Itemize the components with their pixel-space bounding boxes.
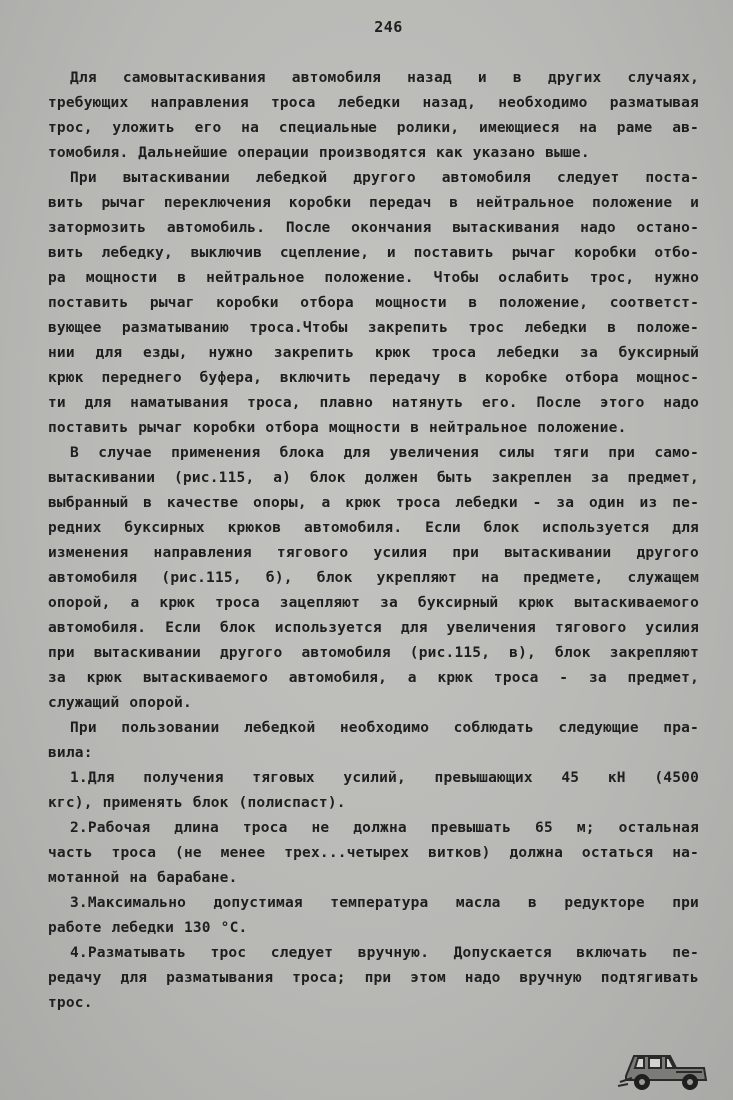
text-line: вующее разматыванию троса.Чтобы закрепить трос лебедки в положе- xyxy=(48,320,699,336)
text-line: трос, уложить его на специальные ролики, имеющиеся на раме ав- xyxy=(48,120,699,136)
page-number: 246 xyxy=(374,18,403,36)
text-line: 4.Разматывать трос следует вручную. Допускается включать пе- xyxy=(70,945,699,961)
text-line: редних буксирных крюков автомобиля. Если блок используется для xyxy=(48,520,699,536)
text-line: При пользовании лебедкой необходимо соблюдать следующие пра- xyxy=(70,720,699,736)
text-line: трос. xyxy=(48,995,93,1011)
text-line: В случае применения блока для увеличения силы тяги при само- xyxy=(70,445,699,461)
truck-icon xyxy=(616,1038,712,1094)
text-line: 1.Для получения тяговых усилий, превышающих 45 кН (4500 xyxy=(70,770,699,786)
text-line: При вытаскивании лебедкой другого автомобиля следует поста- xyxy=(70,170,699,186)
text-line: служащий опорой. xyxy=(48,695,192,711)
text-line: опорой, а крюк троса зацепляют за буксирный крюк вытаскиваемого xyxy=(48,595,699,611)
text-line: вила: xyxy=(48,745,93,761)
text-line: вытаскивании (рис.115, а) блок должен быть закреплен за предмет, xyxy=(48,470,699,486)
body-text xyxy=(48,66,699,1016)
paragraph xyxy=(48,891,699,941)
text-line: редачу для разматывания троса; при этом надо вручную подтягивать xyxy=(48,970,699,986)
text-line: автомобиля (рис.115, б), блок укрепляют на предмете, служащем xyxy=(48,570,699,586)
paragraph xyxy=(48,66,699,166)
paragraph xyxy=(48,766,699,816)
text-line: при вытаскивании другого автомобиля (рис.115, в), блок закрепляют xyxy=(48,645,699,661)
text-line: требующих направления троса лебедки назад, необходимо разматывая xyxy=(48,95,699,111)
text-line: вить рычаг переключения коробки передач в нейтральное положение и xyxy=(48,195,699,211)
paragraph xyxy=(48,941,699,1016)
text-line: поставить рычаг коробки отбора мощности в нейтральное положение. xyxy=(48,420,627,436)
text-line: за крюк вытаскиваемого автомобиля, а крюк троса - за предмет, xyxy=(48,670,699,686)
paragraph xyxy=(48,166,699,441)
text-line: поставить рычаг коробки отбора мощности в положение, соответст- xyxy=(48,295,699,311)
paragraph xyxy=(48,441,699,716)
text-line: автомобиля. Если блок используется для увеличения тягового усилия xyxy=(48,620,699,636)
text-line: вить лебедку, выключив сцепление, и поставить рычаг коробки отбо- xyxy=(48,245,699,261)
text-line: часть троса (не менее трех...четырех витков) должна остаться на- xyxy=(48,845,699,861)
paragraph xyxy=(48,816,699,891)
paragraph xyxy=(48,716,699,766)
text-line: изменения направления тягового усилия при вытаскивании другого xyxy=(48,545,699,561)
text-line: крюк переднего буфера, включить передачу в коробке отбора мощнос- xyxy=(48,370,699,386)
text-line: нии для езды, нужно закрепить крюк троса лебедки за буксирный xyxy=(48,345,699,361)
text-line: мотанной на барабане. xyxy=(48,870,238,886)
text-line: выбранный в качестве опоры, а крюк троса лебедки - за один из пе- xyxy=(48,495,699,511)
text-line: томобиля. Дальнейшие операции производятся как указано выше. xyxy=(48,145,590,161)
text-line: работе лебедки 130 °С. xyxy=(48,920,248,936)
text-line: ти для наматывания троса, плавно натянуть его. После этого надо xyxy=(48,395,699,411)
text-line: 2.Рабочая длина троса не должна превышать 65 м; остальная xyxy=(70,820,699,836)
text-line: кгс), применять блок (полиспаст). xyxy=(48,795,346,811)
text-line: ра мощности в нейтральное положение. Чтобы ослабить трос, нужно xyxy=(48,270,699,286)
text-line: Для самовытаскивания автомобиля назад и в других случаях, xyxy=(70,70,699,86)
text-line: 3.Максимально допустимая температура масла в редукторе при xyxy=(70,895,699,911)
text-line: затормозить автомобиль. После окончания вытаскивания надо остано- xyxy=(48,220,699,236)
